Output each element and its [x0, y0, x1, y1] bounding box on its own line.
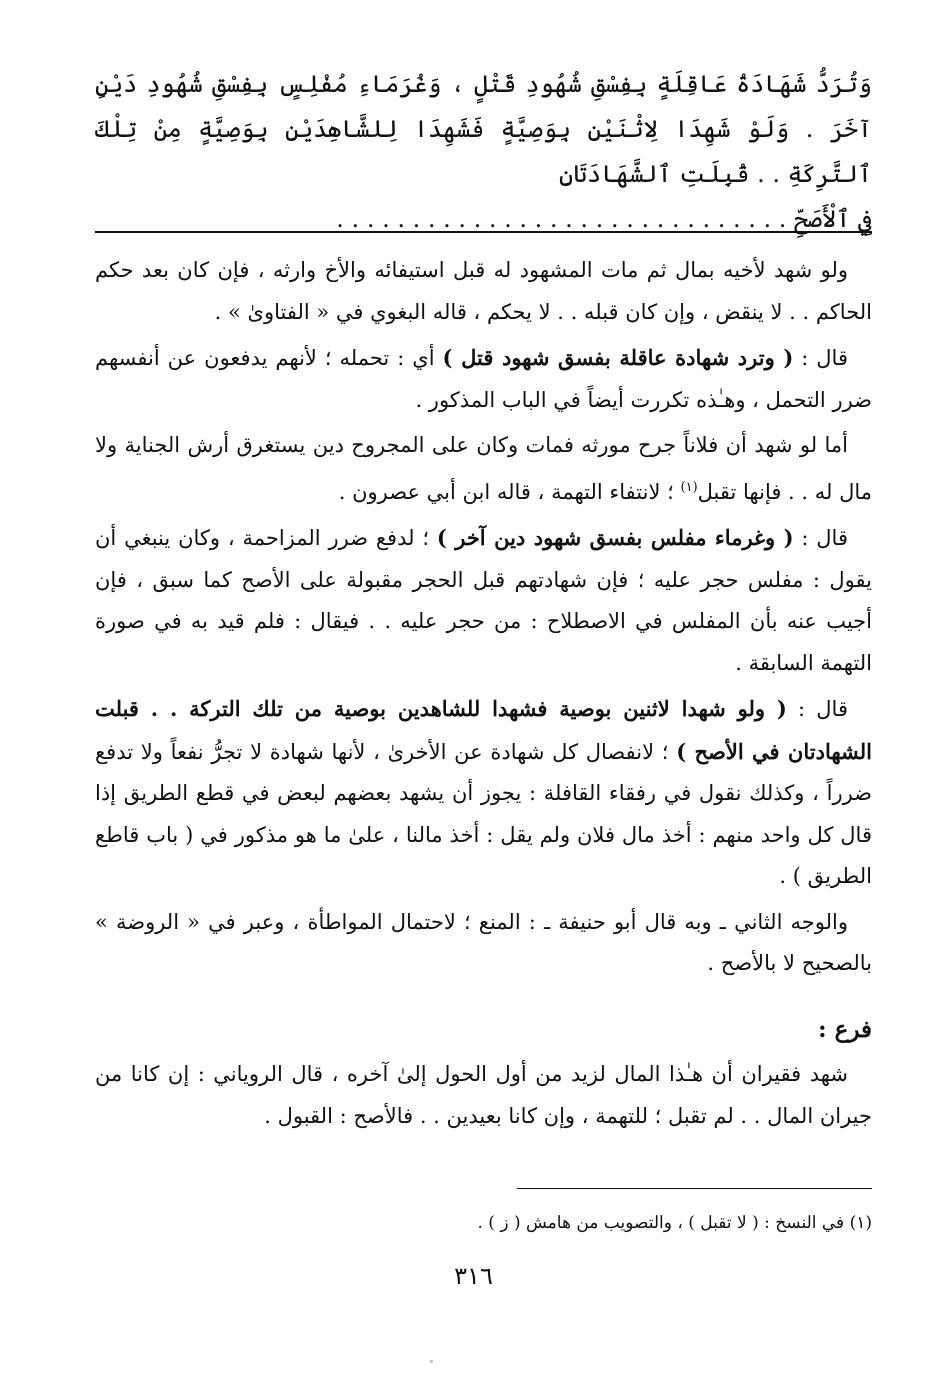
matn-line-end — [95, 197, 872, 242]
subsection-heading: فرع : — [818, 1015, 872, 1043]
footnote-divider — [517, 1188, 872, 1189]
matn-line-tail: فِي ٱلْأَصَحِّ — [794, 205, 872, 233]
footnote-marker[interactable]: (١) — [680, 479, 698, 495]
quoted-matn: ( ولو شهدا لاثنين بوصية فشهدا للشاهدين بوصية من تلك التركة . . قبلت الشهادتان في الأصح ) — [95, 696, 872, 764]
commentary-paragraph — [95, 688, 872, 898]
commentary-paragraph: والوجه الثاني ـ وبه قال أبو حنيفة ـ : المنع ؛ لاحتمال المواطأة ، وعبر في « الروضة » بالصحيح لا بالأصح . — [95, 909, 872, 975]
quote-intro: قال : — [793, 526, 848, 550]
commentary-paragraph — [95, 337, 872, 421]
commentary-text: أما لو شهد أن فلاناً جرح مورثه فمات وكان على المجروح دين يستغرق أرش الجناية ولا مال له . . فإنها تقبل — [95, 433, 872, 504]
footnote: (١) في النسخ : ( لا تقبل ) ، والتصويب من هامش ( ز ) . — [477, 1213, 872, 1233]
commentary-paragraph — [95, 517, 872, 684]
dotted-filler: . . . . . . . . . . . . . . . . . . . . . . . . . . . . . . — [336, 205, 787, 233]
commentary-text: ؛ لانفصال كل شهادة عن الأخرىٰ ، لأنها شهادة لا تجرُّ نفعاً ولا تدفع ضرراً ، وكذلك نقول في رفقاء القافلة : يجوز أن يشهد بعضهم لبعض في قطع الطريق إذا قال كل واحد منهم : أخذ مال فلان ولم يقل : أخذ مالنا ، علىٰ ما هو مذكور في ( باب قاطع الطريق ) . — [95, 739, 872, 888]
section-divider — [95, 231, 872, 233]
scan-speck — [430, 1360, 433, 1363]
quote-intro: قال : — [786, 697, 848, 721]
quoted-matn: ( وغرماء مفلس بفسق شهود دين آخر ) — [436, 525, 794, 550]
quoted-matn: ( وترد شهادة عاقلة بفسق شهود قتل ) — [442, 345, 794, 370]
commentary-paragraph — [95, 425, 872, 513]
quote-intro: قال : — [793, 346, 848, 370]
main-text-block — [95, 62, 872, 242]
commentary-paragraph: شهد فقيران أن هـٰذا المال لزيد من أول الحول إلىٰ آخره ، قال الروياني : إن كانا من جيران المال . . لم تقبل ؛ للتهمة ، وإن كانا بعيدين . . فالأصح : القبول . — [95, 1062, 872, 1128]
commentary-text: ؛ لانتفاء التهمة ، قاله ابن أبي عصرون . — [338, 479, 681, 504]
page-number: ٣١٦ — [454, 1262, 493, 1290]
commentary-paragraph: ولو شهد لأخيه بمال ثم مات المشهود له قبل استيفائه والأخ وارثه ، فإن كان بعد حكم الحاكم . . لا ينقض ، وإن كان قبله . . لا يحكم ، قاله البغوي في « الفتاوىٰ » . — [95, 258, 872, 324]
matn-line: وَتُرَدُّ شَهَادَةُ عَاقِلَةٍ بِفِسْقِ شُهُودِ قَتْلٍ ، وَغُرَمَاءِ مُفْلِسٍ بِفِسْقِ شُهُودِ دَيْنٍ آخَرَ . وَلَوْ شَهِدَا لِاثْنَيْنِ بِوَصِيَّةٍ فَشَهِدَا لِلشَّاهِدَيْنِ بِوَصِيَّةٍ مِنْ تِلْكَ ٱلتَّرِكَةِ . . قُبِلَتِ ٱلشَّهَادَتَانِ — [95, 70, 872, 188]
commentary-text: ؛ لدفع ضرر المزاحمة ، وكان ينبغي أن يقول : مفلس حجر عليه ؛ فإن شهادتهم قبل الحجر مقبولة على الأصح كما سبق ، فإن أجيب عنه بأن المفلس في الاصطلاح : من حجر عليه . . فيقال : فلم قيد به في صورة التهمة السابقة . — [95, 526, 872, 675]
commentary-block — [95, 250, 872, 1141]
commentary-text: أي : تحمله ؛ لأنهم يدفعون عن أنفسهم ضرر التحمل ، وهـٰذه تكررت أيضاً في الباب المذكور . — [95, 346, 872, 412]
